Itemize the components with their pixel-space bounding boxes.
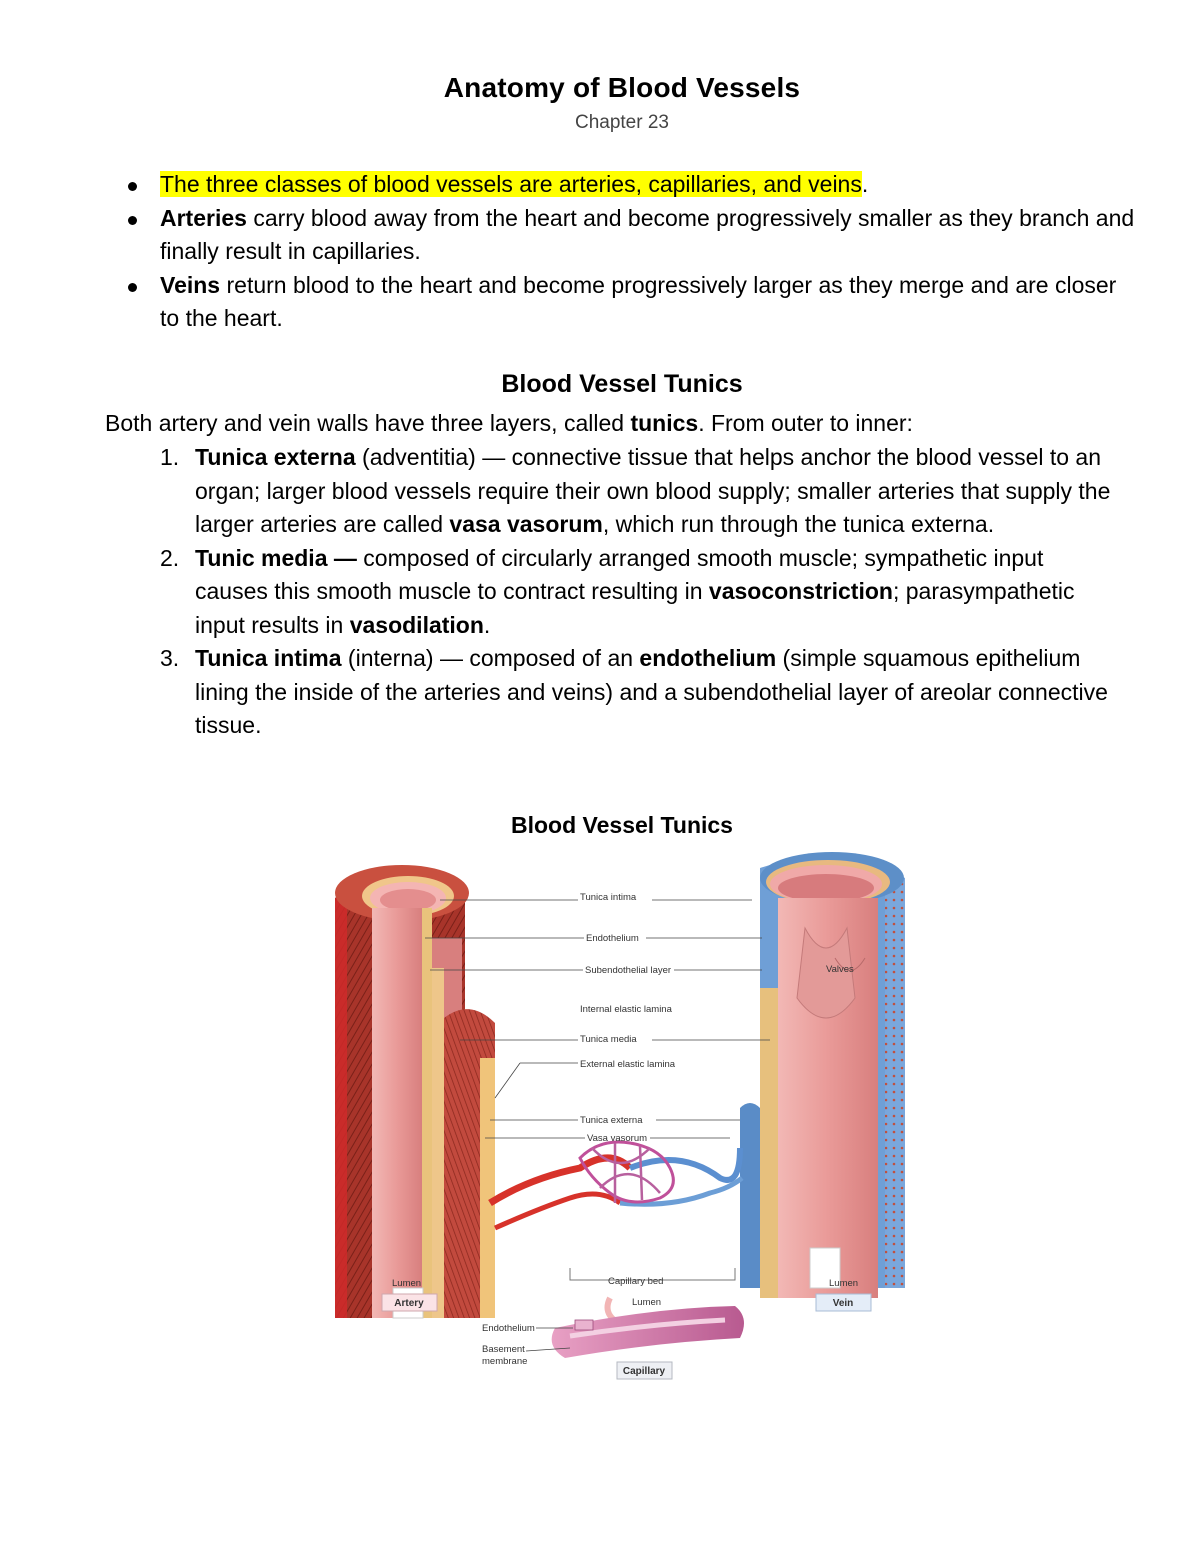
label-tunica-externa: Tunica externa xyxy=(580,1115,643,1126)
capillary-bed-illustration xyxy=(490,1142,742,1328)
artery-illustration xyxy=(335,865,495,1318)
intro-bullet-list xyxy=(125,168,1135,336)
tunic-text: (simple squamous epithelium lining the inside of the arteries and veins) and a subendothelial layer of areolar connective tissue. xyxy=(195,645,1108,738)
tunic-term: Tunica externa xyxy=(195,444,356,470)
tunics-list xyxy=(155,441,1115,743)
label-lumen-vein: Lumen xyxy=(829,1278,859,1289)
bullet-text: carry blood away from the heart and become progressively smaller as they branch and finally result in capillaries. xyxy=(160,204,1135,264)
label-artery: Artery xyxy=(394,1298,424,1309)
tunic-text: composed of circularly arranged smooth muscle; sympathetic input causes this smooth muscle to contract resulting in xyxy=(195,544,1044,604)
artery-tag xyxy=(382,1294,437,1311)
list-number: 2. xyxy=(160,544,180,571)
label-internal-elastic-lamina: Internal elastic lamina xyxy=(580,1004,672,1015)
tunic-term: vasodilation xyxy=(349,611,484,638)
tunic-item-intima xyxy=(155,642,1115,743)
section-title: Blood Vessel Tunics xyxy=(501,370,743,398)
bullet-term: Arteries xyxy=(160,204,247,231)
label-tunica-media: Tunica media xyxy=(580,1034,637,1045)
label-endothelium: Endothelium xyxy=(586,933,639,944)
intro-text: Both artery and vein walls have three layers, called xyxy=(105,410,631,436)
tunic-item-externa xyxy=(155,441,1115,542)
label-valves: Valves xyxy=(826,964,854,975)
tunic-text: (adventitia) — connective tissue that helps anchor the blood vessel to an organ; larger blood vessels require their own blood supply; smaller arteries that supply the larger arteries are called xyxy=(195,444,1111,537)
page-title: Anatomy of Blood Vessels xyxy=(443,72,801,103)
bullet-term: Veins xyxy=(160,271,221,298)
label-capillary-endothelium: Endothelium xyxy=(482,1323,535,1334)
capillary-tube-illustration xyxy=(552,1306,744,1358)
label-vasa-vasorum: Vasa vasorum xyxy=(587,1133,648,1144)
label-lumen-artery: Lumen xyxy=(392,1278,422,1289)
label-capillary-bed: Capillary bed xyxy=(608,1276,664,1287)
capillary-tag xyxy=(617,1362,672,1379)
label-capillary: Capillary xyxy=(622,1366,666,1377)
tunic-term: endothelium xyxy=(639,645,777,671)
page-subtitle: Chapter 23 xyxy=(574,112,669,133)
label-tunica-intima: Tunica intima xyxy=(580,892,637,903)
list-number: 1. xyxy=(160,444,180,470)
tunic-item-media xyxy=(155,542,1115,643)
list-number: 3. xyxy=(160,645,180,671)
bullet-item xyxy=(125,202,1135,269)
label-basement-membrane-2: membrane xyxy=(482,1356,528,1367)
bullet-item xyxy=(125,168,1135,202)
vein-illustration xyxy=(740,852,905,1298)
label-lumen-capillary: Lumen xyxy=(632,1297,662,1308)
tunic-text: , which run through the tunica externa. xyxy=(602,511,995,537)
tunic-term: vasoconstriction xyxy=(708,578,893,604)
highlighted-text: The three classes of blood vessels are arteries, capillaries, and veins xyxy=(160,171,862,197)
label-external-elastic-lamina: External elastic lamina xyxy=(580,1059,676,1070)
tunic-term: vasa vasorum xyxy=(449,511,603,537)
section-intro xyxy=(105,407,1165,441)
bullet-item xyxy=(125,269,1135,336)
figure-title: Blood Vessel Tunics xyxy=(511,812,733,838)
tunic-text: (interna) — composed of an xyxy=(341,645,640,671)
vein-tag xyxy=(816,1294,871,1311)
bullet-text: . xyxy=(861,171,869,197)
bullet-text: return blood to the heart and become progressively larger as they merge and are closer to the heart. xyxy=(160,271,1117,331)
blood-vessel-diagram xyxy=(330,848,915,1388)
intro-text: . From outer to inner: xyxy=(698,410,913,436)
tunic-term: Tunic media — xyxy=(195,544,357,571)
label-vein: Vein xyxy=(832,1298,854,1309)
tunic-text: ; parasympathetic input results in xyxy=(195,578,1075,638)
label-basement-membrane: Basement xyxy=(482,1344,525,1355)
intro-term: tunics xyxy=(630,410,699,436)
label-subendothelial-layer: Subendothelial layer xyxy=(585,965,672,976)
tunic-term: Tunica intima xyxy=(195,645,342,671)
tunic-text: . xyxy=(483,611,491,638)
